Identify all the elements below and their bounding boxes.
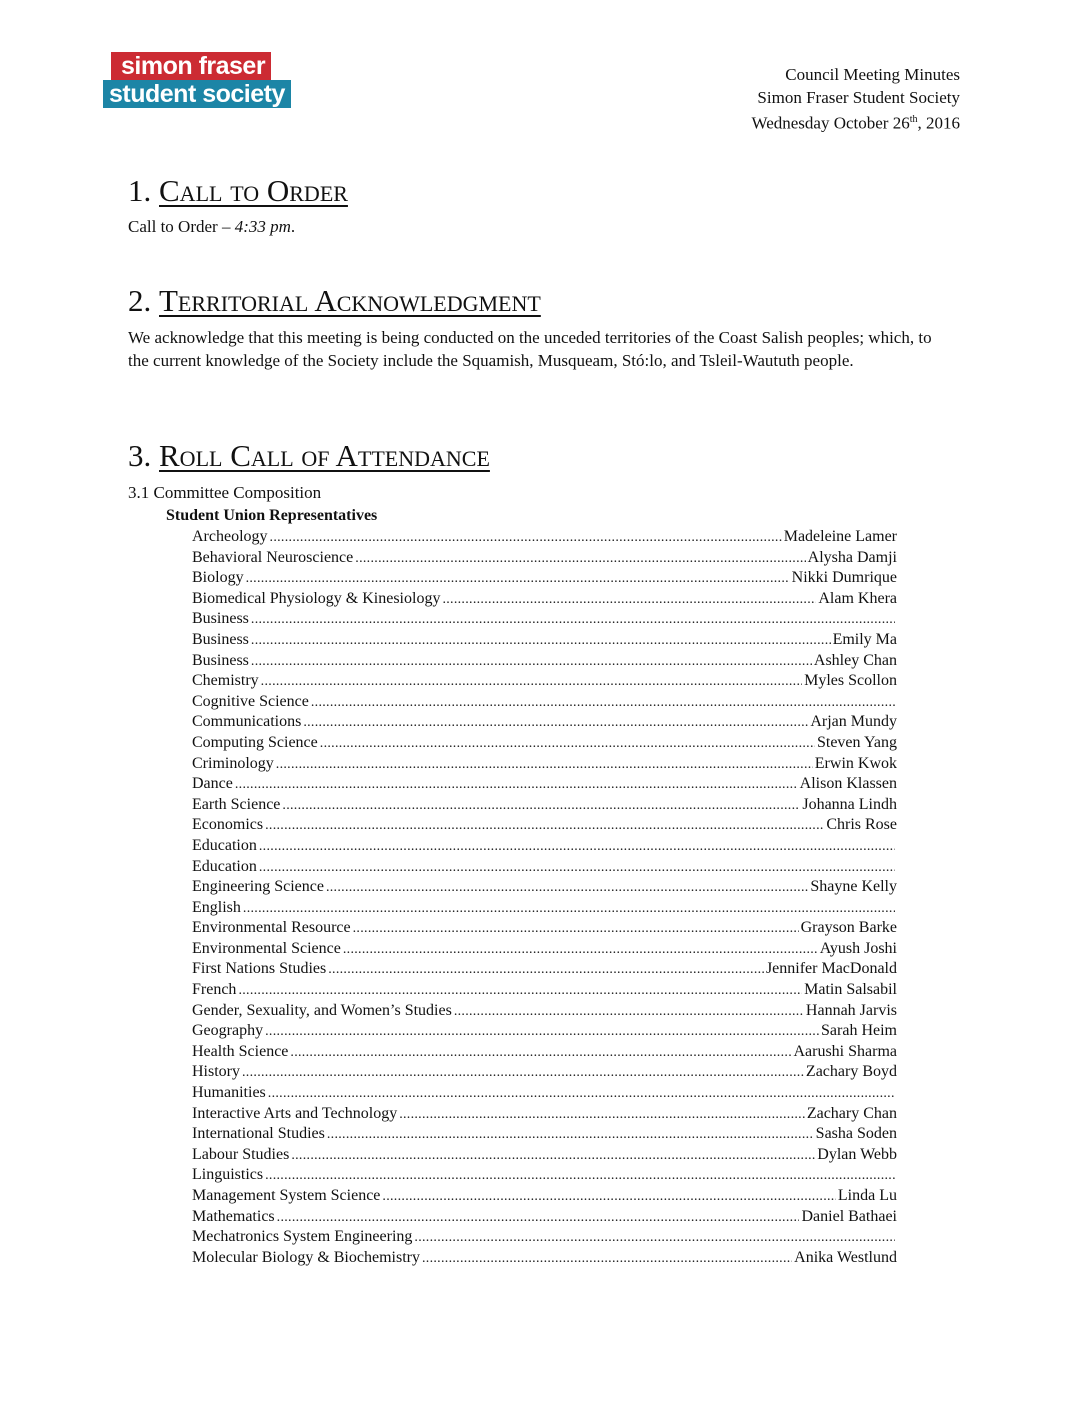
roster-department: Mechatronics System Engineering	[192, 1228, 413, 1246]
roster-department: Communications	[192, 713, 302, 731]
roster-representative: Grayson Barke	[800, 919, 897, 937]
roster-representative: Ashley Chan	[813, 651, 897, 669]
roster-row	[192, 815, 897, 836]
roster-representative: Erwin Kwok	[814, 754, 897, 772]
roster-row	[192, 692, 897, 713]
roster-department: Computing Science	[192, 733, 318, 751]
dot-leader	[320, 733, 815, 755]
roster-row	[192, 1145, 897, 1166]
dot-leader	[265, 815, 824, 837]
roster-row	[192, 1001, 897, 1022]
header-title: Council Meeting Minutes	[785, 65, 960, 84]
section-2-number: 2.	[128, 283, 159, 318]
roster-department: Geography	[192, 1022, 264, 1040]
roster-row	[192, 1186, 897, 1207]
section-1-number: 1.	[128, 173, 159, 208]
roster-row	[192, 754, 897, 775]
roster-department: Chemistry	[192, 672, 259, 690]
roster-representative: Emily Ma	[832, 630, 897, 648]
roster-department: Education	[192, 836, 257, 854]
dot-leader	[251, 651, 812, 673]
dot-leader	[355, 548, 805, 570]
roster-department: Interactive Arts and Technology	[192, 1104, 398, 1122]
roster-representative: Jennifer MacDonald	[765, 960, 897, 978]
dot-leader	[259, 857, 895, 879]
roster-row	[192, 939, 897, 960]
roster-row	[192, 1207, 897, 1228]
roster-representative: Zachary Chan	[806, 1104, 897, 1122]
roster-row	[192, 609, 897, 630]
roster-row	[192, 630, 897, 651]
roster-row	[192, 959, 897, 980]
section-1-title: Call to Order	[159, 173, 348, 208]
header-org: Simon Fraser Student Society	[757, 87, 960, 107]
dot-leader	[422, 1248, 792, 1270]
dot-leader	[246, 568, 790, 590]
roster-department: Business	[192, 610, 249, 628]
dot-leader	[251, 609, 895, 631]
roster-department: Criminology	[192, 754, 274, 772]
sfss-logo	[103, 52, 283, 108]
dot-leader	[326, 877, 808, 899]
representatives-list	[192, 527, 897, 1268]
roster-representative: Chris Rose	[826, 816, 897, 834]
dot-leader	[235, 774, 798, 796]
roster-department: Business	[192, 630, 249, 648]
roster-department: Environmental Resource	[192, 919, 351, 937]
roster-representative: Alysha Damji	[807, 548, 897, 566]
roster-row	[192, 1042, 897, 1063]
roster-department: Labour Studies	[192, 1145, 290, 1163]
roster-representative: Zachary Boyd	[805, 1063, 897, 1081]
dot-leader	[238, 980, 802, 1002]
roster-department: Management System Science	[192, 1187, 381, 1204]
dot-leader	[442, 589, 816, 611]
roster-row	[192, 1021, 897, 1042]
section-2-heading	[128, 283, 541, 319]
document-header	[752, 64, 960, 135]
roster-row	[192, 527, 897, 548]
roster-row	[192, 918, 897, 939]
roster-row	[192, 1227, 897, 1248]
dot-leader	[311, 692, 895, 714]
roster-department: Environmental Science	[192, 939, 341, 957]
roster-representative: Alison Klassen	[799, 775, 897, 793]
logo-line-2: student society	[103, 80, 291, 108]
dot-leader	[291, 1145, 815, 1167]
roster-row	[192, 1062, 897, 1083]
roster-representative: Sarah Heim	[821, 1022, 897, 1040]
roster-department: Education	[192, 857, 257, 875]
roster-row	[192, 1124, 897, 1145]
roster-row	[192, 712, 897, 733]
roster-representative: Arjan Mundy	[810, 713, 897, 731]
dot-leader	[243, 898, 895, 920]
header-date-year: , 2016	[917, 113, 960, 133]
roster-row	[192, 651, 897, 672]
roster-department: Humanities	[192, 1084, 266, 1102]
roster-representative: Anika Westlund	[794, 1248, 897, 1266]
roster-representative: Linda Lu	[837, 1187, 897, 1204]
roster-row	[192, 589, 897, 610]
dot-leader	[251, 630, 831, 652]
roster-department: Biology	[192, 569, 244, 587]
dot-leader	[454, 1001, 804, 1023]
dot-leader	[382, 1186, 836, 1208]
student-union-representatives-heading: Student Union Representatives	[166, 507, 378, 524]
roster-department: Linguistics	[192, 1166, 264, 1184]
header-date-suffix: th	[909, 114, 918, 125]
section-3-title: Roll Call of Attendance	[159, 438, 490, 473]
roster-department: Mathematics	[192, 1207, 275, 1225]
roster-representative: Johanna Lindh	[802, 795, 897, 813]
roster-row	[192, 733, 897, 754]
dot-leader	[259, 836, 895, 858]
roster-representative: Myles Scollon	[804, 672, 897, 690]
dot-leader	[270, 527, 782, 549]
roster-department: History	[192, 1063, 240, 1081]
roster-representative: Matin Salsabil	[804, 981, 897, 999]
dot-leader	[399, 1104, 805, 1126]
roster-department: Biomedical Physiology & Kinesiology	[192, 589, 441, 607]
dot-leader	[327, 1124, 814, 1146]
roster-representative: Hannah Jarvis	[805, 1001, 897, 1019]
section-3-number: 3.	[128, 438, 159, 473]
call-to-order-label: Call to Order –	[128, 217, 235, 236]
section-1-text	[128, 216, 948, 239]
roster-row	[192, 980, 897, 1001]
call-to-order-end: .	[290, 217, 296, 236]
dot-leader	[242, 1062, 804, 1084]
section-2-title: Territorial Acknowledgment	[159, 283, 541, 318]
dot-leader	[353, 918, 799, 940]
dot-leader	[265, 1021, 819, 1043]
roster-row	[192, 1165, 897, 1186]
roster-department: Engineering Science	[192, 878, 324, 896]
roster-representative: Daniel Bathaei	[801, 1207, 897, 1225]
roster-row	[192, 836, 897, 857]
logo-line-1: simon fraser	[111, 52, 271, 80]
roster-department: First Nations Studies	[192, 960, 327, 978]
roster-representative: Dylan Webb	[817, 1145, 897, 1163]
call-to-order-time: 4:33 pm	[234, 217, 291, 236]
roster-department: English	[192, 898, 241, 916]
roster-department: Archeology	[192, 528, 268, 545]
dot-leader	[303, 712, 808, 734]
dot-leader	[261, 671, 802, 693]
roster-representative: Steven Yang	[816, 733, 897, 751]
dot-leader	[265, 1165, 895, 1187]
roster-department: Behavioral Neuroscience	[192, 548, 354, 566]
roster-department: Health Science	[192, 1042, 289, 1060]
territorial-acknowledgment-text: We acknowledge that this meeting is being conducted on the unceded territories of the Coast Salish peoples; which, to the current knowledge of the Society include the Squamish, Musqueam, Stó:lo, and Tsleil-Waututh people.	[128, 328, 932, 370]
dot-leader	[290, 1042, 791, 1064]
roster-representative: Madeleine Lamer	[783, 528, 897, 545]
roster-row	[192, 671, 897, 692]
dot-leader	[268, 1083, 895, 1105]
section-3-heading	[128, 438, 490, 474]
section-1-heading	[128, 173, 348, 209]
roster-row	[192, 1248, 897, 1269]
roster-department: Dance	[192, 775, 233, 793]
dot-leader	[277, 1207, 800, 1229]
roster-representative: Alam Khera	[818, 589, 897, 607]
dot-leader	[414, 1227, 895, 1249]
roster-department: Economics	[192, 816, 264, 834]
header-date-main: Wednesday October 26	[751, 113, 910, 133]
roster-row	[192, 774, 897, 795]
roster-department: Gender, Sexuality, and Women’s Studies	[192, 1001, 452, 1019]
roster-row	[192, 795, 897, 816]
roster-representative: Nikki Dumrique	[791, 569, 897, 587]
roster-department: Cognitive Science	[192, 692, 309, 710]
roster-row	[192, 568, 897, 589]
roster-department: Molecular Biology & Biochemistry	[192, 1248, 420, 1266]
header-date	[752, 109, 960, 135]
roster-representative: Ayush Joshi	[819, 939, 897, 957]
roster-row	[192, 1104, 897, 1125]
roster-row	[192, 548, 897, 569]
roster-department: Earth Science	[192, 795, 281, 813]
committee-composition-heading: 3.1 Committee Composition	[128, 483, 322, 502]
roster-department: Business	[192, 651, 249, 669]
roster-row	[192, 1083, 897, 1104]
roster-representative: Shayne Kelly	[810, 878, 897, 896]
roster-representative: Sasha Soden	[815, 1125, 897, 1143]
roster-row	[192, 877, 897, 898]
roster-representative: Aarushi Sharma	[793, 1042, 897, 1060]
roster-row	[192, 898, 897, 919]
roster-department: International Studies	[192, 1125, 325, 1143]
roster-department: French	[192, 981, 237, 999]
dot-leader	[282, 795, 800, 817]
dot-leader	[343, 939, 818, 961]
dot-leader	[276, 754, 813, 776]
roster-row	[192, 857, 897, 878]
dot-leader	[328, 959, 764, 981]
